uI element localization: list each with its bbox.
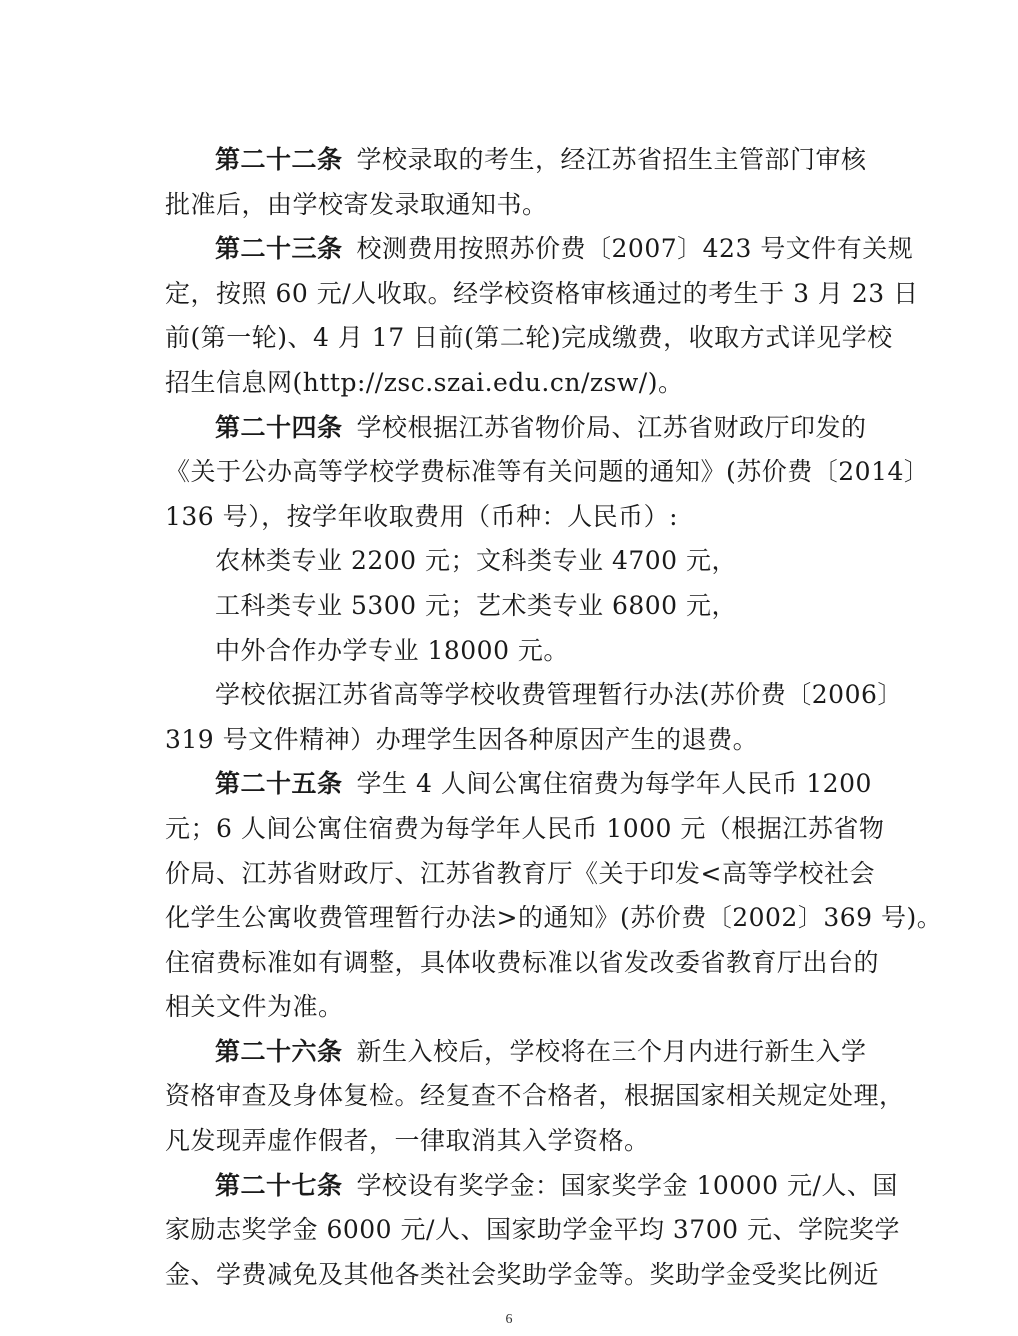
- page-number: 6: [505, 1312, 513, 1327]
- article-24-fee-line-3: 中外合作办学专业 18000 元。: [215, 635, 569, 665]
- article-25-line-3: 价局、江苏省财政厅、江苏省教育厅《关于印发<高等学校社会: [165, 858, 875, 888]
- article-25-line-4: 化学生公寓收费管理暂行办法>的通知》(苏价费〔2002〕369 号)。: [165, 903, 943, 933]
- article-22-line-1: 第二十二条 学校录取的考生，经江苏省招生主管部门审核: [215, 145, 867, 174]
- article-24-fee-line-2: 工科类专业 5300 元；艺术类专业 6800 元，: [215, 590, 738, 620]
- article-24-refund-line-2: 319 号文件精神）办理学生因各种原因产生的退费。: [165, 724, 759, 754]
- article-23-label: 第二十三条: [215, 234, 343, 264]
- article-26-line-2: 资格审查及身体复检。经复查不合格者，根据国家相关规定处理，: [165, 1081, 905, 1111]
- article-27-line-1: 第二十七条 学校设有奖学金：国家奖学金 10000 元/人、国: [215, 1170, 898, 1200]
- article-23-line-4: 招生信息网(http://zsc.szai.edu.cn/zsw/)。: [165, 367, 684, 397]
- article-22-line-2: 批准后，由学校寄发录取通知书。: [165, 189, 548, 219]
- article-25-label: 第二十五条: [215, 769, 343, 799]
- article-24-fee-line-1: 农林类专业 2200 元；文科类专业 4700 元，: [215, 546, 738, 576]
- article-27-line-2: 家励志奖学金 6000 元/人、国家助学金平均 3700 元、学院奖学: [165, 1215, 900, 1245]
- document-body: [165, 138, 943, 1297]
- article-24-line-1: 第二十四条 学校根据江苏省物价局、江苏省财政厅印发的: [215, 412, 867, 442]
- article-23-line-1: 第二十三条 校测费用按照苏价费〔2007〕423 号文件有关规: [215, 234, 914, 264]
- article-25-line-1: 第二十五条 学生 4 人间公寓住宿费为每学年人民币 1200: [215, 769, 872, 799]
- article-25-line-2: 元；6 人间公寓住宿费为每学年人民币 1000 元（根据江苏省物: [165, 813, 885, 843]
- article-26-label: 第二十六条: [215, 1036, 343, 1066]
- article-26-line-3: 凡发现弄虚作假者，一律取消其入学资格。: [165, 1126, 650, 1156]
- article-27-label: 第二十七条: [215, 1170, 343, 1200]
- article-23-line-2: 定，按照 60 元/人收取。经学校资格审核通过的考生于 3 月 23 日: [165, 278, 919, 308]
- article-24-line-2: 《关于公办高等学校学费标准等有关问题的通知》(苏价费〔2014〕: [165, 457, 930, 487]
- article-25-line-5: 住宿费标准如有调整，具体收费标准以省发改委省教育厅出台的: [165, 947, 880, 977]
- article-23-line-3: 前(第一轮)、4 月 17 日前(第二轮)完成缴费，收取方式详见学校: [165, 323, 893, 353]
- article-26-line-1: 第二十六条 新生入校后，学校将在三个月内进行新生入学: [215, 1036, 867, 1066]
- article-27-line-3: 金、学费减免及其他各类社会奖助学金等。奖助学金受奖比例近: [165, 1259, 880, 1289]
- article-24-label: 第二十四条: [215, 412, 343, 442]
- article-25-line-6: 相关文件为准。: [165, 992, 344, 1022]
- article-22-label: 第二十二条: [215, 145, 343, 174]
- article-24-refund-line-1: 学校依据江苏省高等学校收费管理暂行办法(苏价费〔2006〕: [215, 680, 903, 710]
- article-24-line-3: 136 号），按学年收取费用（币种：人民币）:: [165, 501, 679, 531]
